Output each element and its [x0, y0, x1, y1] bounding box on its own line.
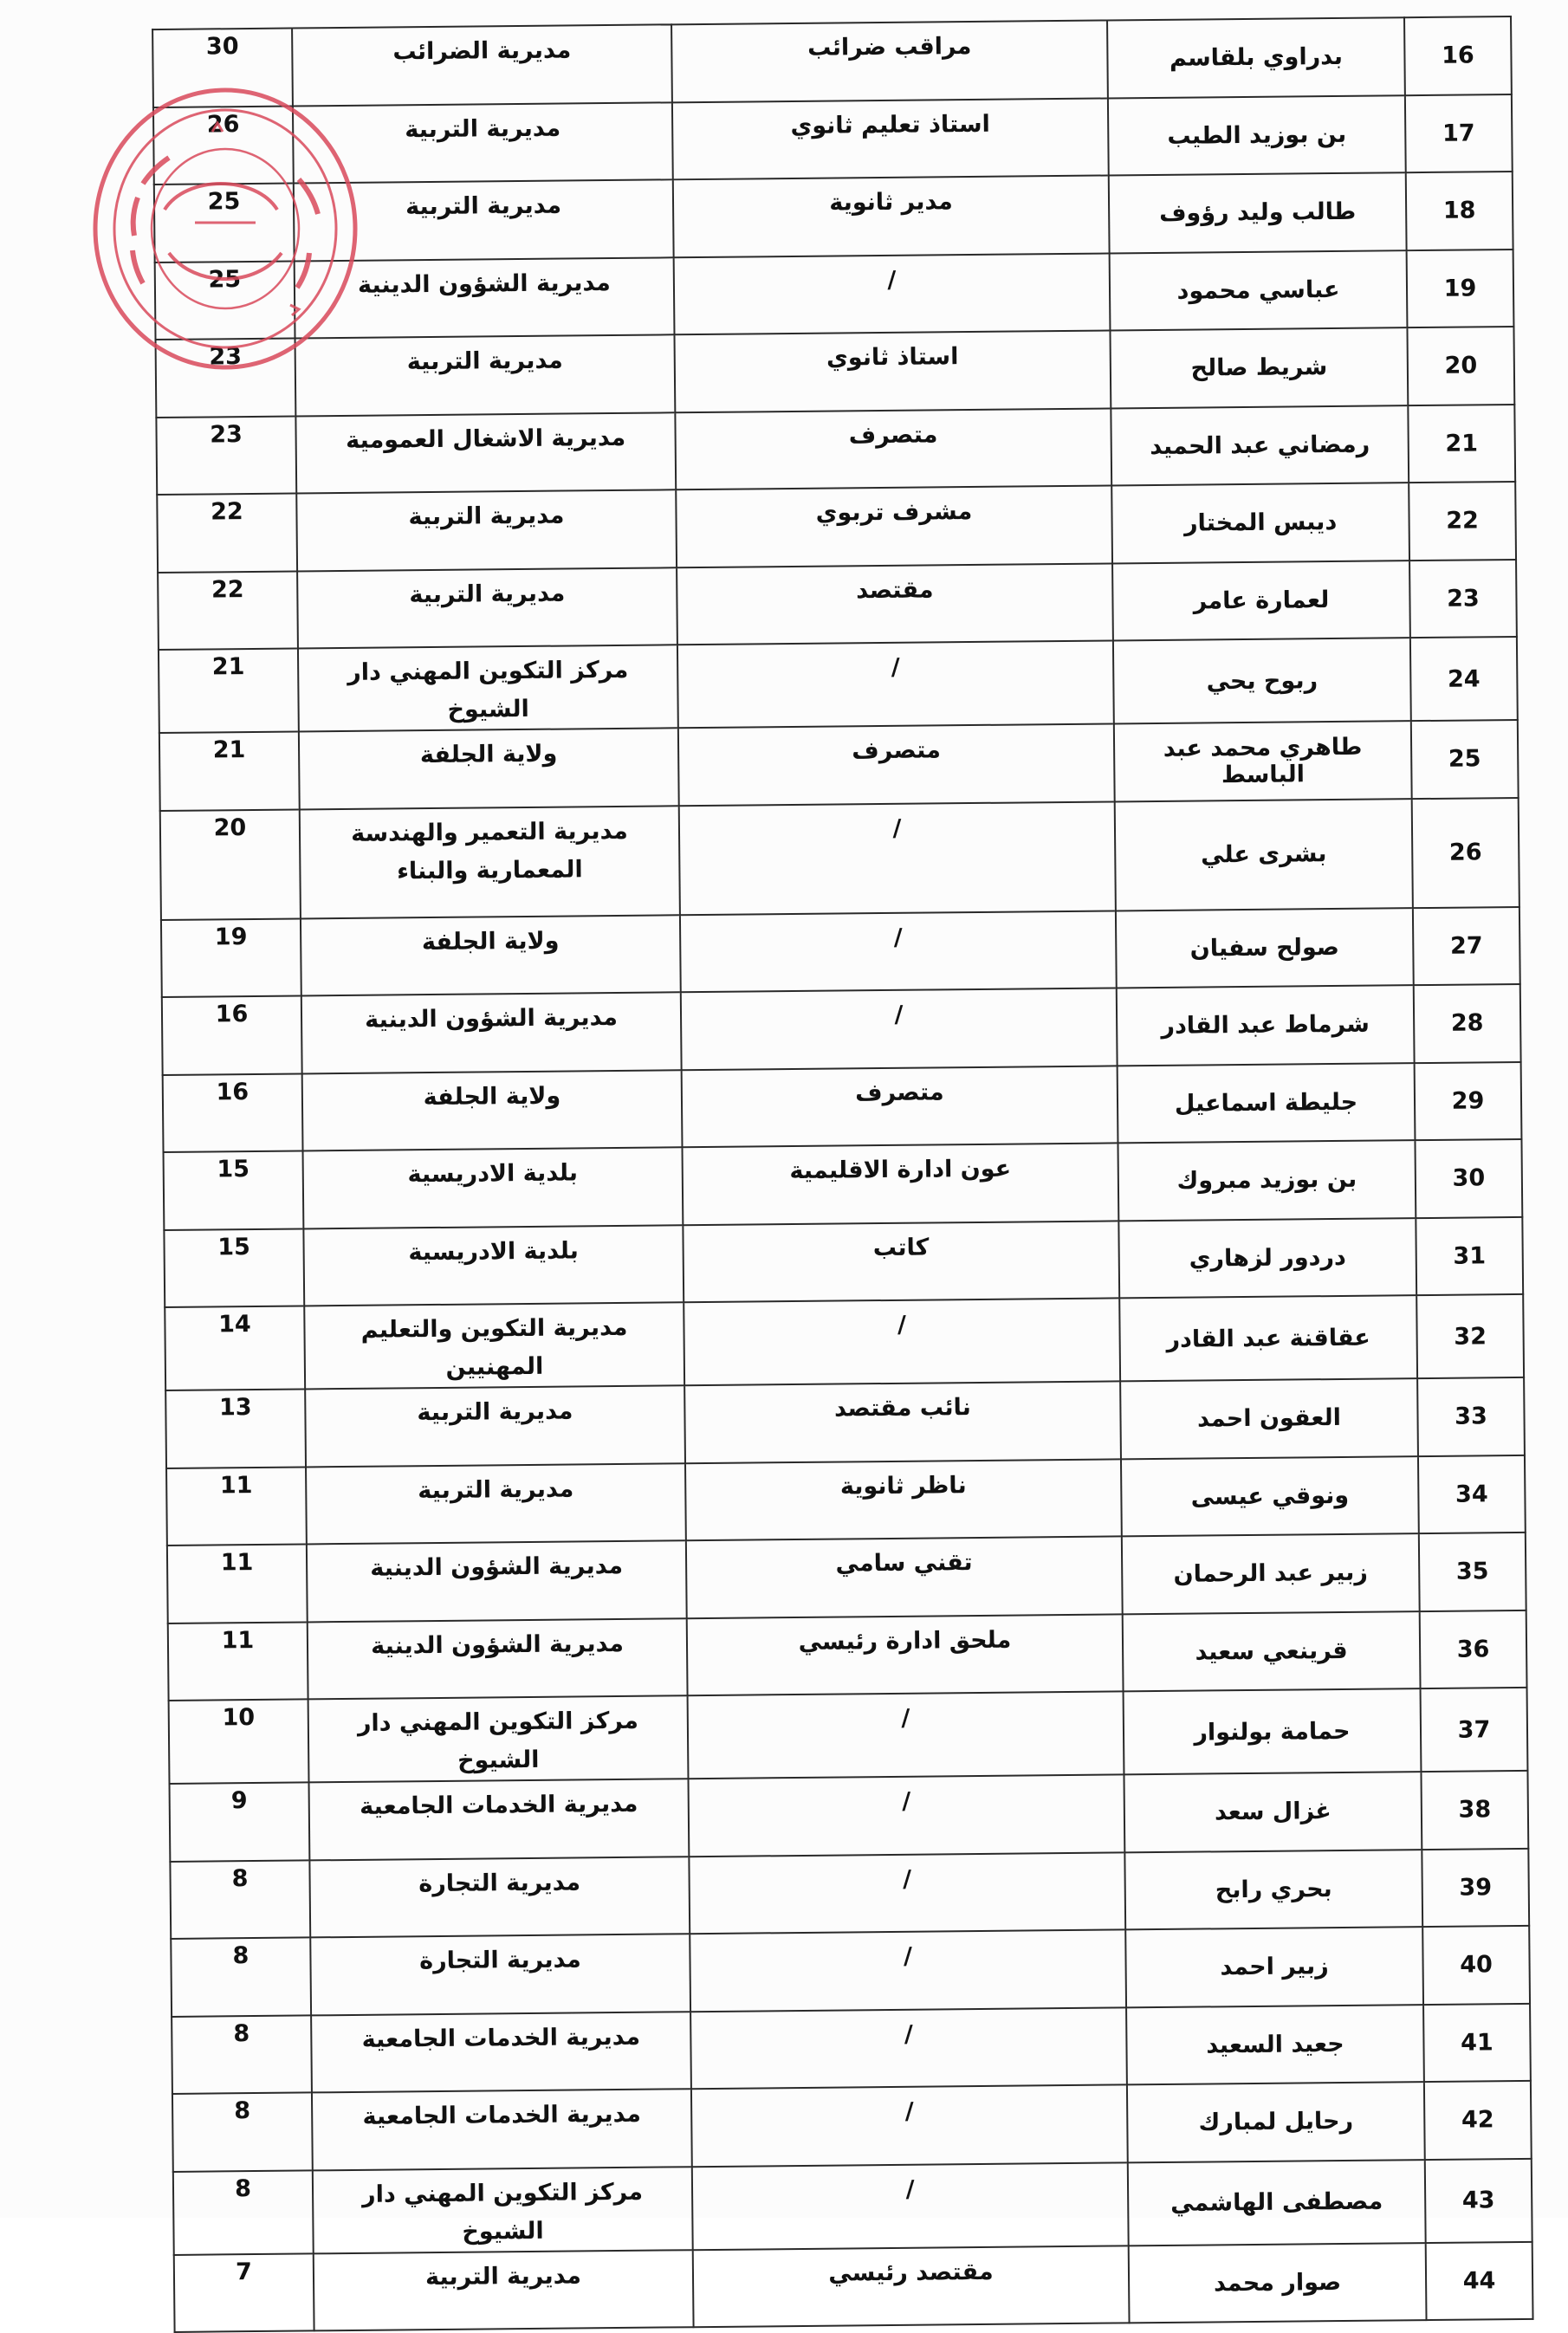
directorate: مديرية التربية [297, 567, 677, 649]
table-row [174, 2241, 1533, 2332]
table-row [162, 984, 1521, 1075]
job-title: / [688, 1691, 1124, 1779]
job-title: تقني سامي [686, 1536, 1123, 1617]
candidate-name: عقاقنة عبد القادر [1119, 1295, 1417, 1381]
score: 11 [166, 1467, 307, 1546]
table-row [157, 482, 1516, 573]
table-row [173, 2158, 1532, 2254]
table-row [153, 94, 1513, 185]
job-title: / [690, 2007, 1127, 2089]
directorate: مديرية التربية [306, 1463, 686, 1545]
score: 8 [171, 1937, 311, 2016]
directorate: مديرية التعمير والهندسة المعمارية والبناء [300, 806, 680, 918]
score: 10 [169, 1699, 309, 1784]
candidate-name: بن بوزيد مبروك [1118, 1140, 1416, 1221]
table-row [164, 1139, 1523, 1230]
candidate-name: صوار محمد [1129, 2243, 1427, 2323]
row-number: 28 [1414, 984, 1521, 1063]
directorate: مديرية التربية [293, 102, 673, 184]
row-number: 18 [1406, 172, 1513, 250]
candidate-name: شرماط عبد القادر [1117, 985, 1415, 1066]
directorate: مديرية الشؤون الدينية [295, 257, 675, 339]
table-row [166, 1455, 1526, 1546]
job-title: / [689, 1852, 1125, 1934]
row-number: 25 [1411, 720, 1519, 799]
score: 23 [156, 338, 296, 417]
directorate: مديرية التربية [296, 489, 677, 571]
table-row [160, 797, 1519, 919]
row-number: 16 [1404, 16, 1512, 95]
directorate: مديرية التجارة [310, 1934, 690, 2015]
score: 8 [170, 1860, 310, 1939]
job-title: مدير ثانوية [673, 175, 1110, 256]
table-row [168, 1610, 1527, 1701]
score: 11 [167, 1544, 308, 1623]
candidate-name: لعمارة عامر [1112, 561, 1410, 641]
job-title: / [680, 911, 1117, 992]
job-title: ملحق ادارة رئيسي [687, 1614, 1124, 1695]
table-row [156, 327, 1515, 418]
score: 23 [156, 416, 296, 495]
job-title: متصرف [682, 1066, 1118, 1147]
job-title: / [674, 253, 1111, 334]
job-title: / [691, 2084, 1128, 2166]
directorate: مديرية التجارة [309, 1857, 690, 1938]
directorate: مديرية الخدمات الجامعية [312, 2089, 692, 2170]
job-title: استاذ ثانوي [674, 330, 1111, 412]
directorate: مديرية الخدمات الجامعية [311, 2012, 691, 2093]
row-number: 42 [1424, 2081, 1532, 2160]
directorate: مركز التكوين المهني دار الشيوخ [308, 1695, 689, 1782]
score: 15 [164, 1150, 304, 1229]
candidate-name: رحايل لمبارك [1127, 2082, 1425, 2162]
score: 22 [158, 571, 298, 650]
job-title: مقتصد رئيسي [693, 2246, 1130, 2327]
job-title: / [690, 1929, 1126, 2011]
candidate-name: جعيد السعيد [1126, 2005, 1424, 2085]
score: 19 [161, 918, 301, 997]
score: 22 [157, 493, 297, 572]
score: 25 [155, 261, 295, 340]
candidate-name: طاهري محمد عبد الباسط [1114, 721, 1412, 801]
row-number: 38 [1421, 1771, 1528, 1850]
table-row [152, 16, 1512, 107]
directorate: مديرية الخدمات الجامعية [309, 1779, 690, 1860]
directorate: ولاية الجلفة [301, 915, 681, 996]
score: 21 [159, 731, 300, 810]
table-row [172, 2081, 1532, 2172]
directorate: مديرية الشؤون الدينية [307, 1540, 687, 1622]
row-number: 43 [1425, 2158, 1532, 2242]
row-number: 20 [1407, 327, 1514, 405]
score: 16 [162, 995, 302, 1074]
row-number: 32 [1416, 1294, 1524, 1378]
table-row [154, 172, 1513, 262]
score: 14 [165, 1306, 305, 1390]
table-row [163, 1061, 1522, 1152]
candidate-name: بشرى علي [1115, 799, 1413, 911]
job-title: كاتب [683, 1221, 1119, 1302]
row-number: 40 [1422, 1926, 1530, 2005]
score: 16 [163, 1073, 303, 1152]
candidate-name: زبير عبد الرحمان [1122, 1533, 1420, 1614]
candidate-name: صولح سفيان [1116, 908, 1414, 988]
candidate-name: شريط صالح [1110, 327, 1408, 408]
table-row [167, 1533, 1526, 1623]
table-row [165, 1294, 1524, 1390]
candidate-name: ديبس المختار [1111, 483, 1409, 563]
candidate-name: قرينعي سعيد [1123, 1611, 1421, 1692]
candidate-name: دردور لزهاري [1118, 1218, 1416, 1299]
directorate: بلدية الادريسية [303, 1225, 684, 1306]
candidate-name: العقون احمد [1120, 1378, 1418, 1459]
table-row [161, 906, 1520, 997]
score: 9 [170, 1782, 310, 1861]
table-row [156, 404, 1515, 495]
candidate-name: بن بوزيد الطيب [1108, 95, 1406, 176]
row-number: 23 [1409, 559, 1517, 638]
candidate-name: جليطة اسماعيل [1118, 1063, 1416, 1144]
table-row [171, 1926, 1530, 2017]
table-row [170, 1771, 1529, 1862]
table-row [159, 720, 1519, 811]
row-number: 19 [1407, 249, 1514, 327]
score: 15 [164, 1228, 304, 1307]
job-title: متصرف [678, 723, 1115, 805]
table-row [158, 559, 1517, 650]
score: 7 [174, 2253, 314, 2332]
directorate: مديرية الاشغال العمومية [295, 412, 676, 494]
candidate-name: طالب وليد رؤوف [1109, 172, 1407, 253]
candidate-name: حمامة بولنوار [1124, 1688, 1422, 1774]
job-title: متصرف [675, 408, 1111, 489]
table-row [164, 1216, 1523, 1307]
directorate: مديرية التربية [314, 2250, 694, 2331]
job-title: / [681, 988, 1118, 1069]
score: 20 [160, 809, 301, 920]
job-title: مشرف تربوي [676, 485, 1112, 567]
score: 8 [172, 2092, 313, 2171]
row-number: 39 [1422, 1848, 1529, 1927]
row-number: 31 [1416, 1216, 1523, 1295]
score: 8 [172, 2015, 312, 2094]
candidate-name: مصطفى الهاشمي [1128, 2160, 1426, 2246]
table-row [159, 637, 1518, 733]
row-number: 27 [1413, 906, 1520, 985]
candidate-name: زبير احمد [1125, 1927, 1423, 2007]
job-title: مراقب ضرائب [671, 20, 1108, 101]
candidate-name: ربوح يحي [1113, 638, 1411, 723]
score: 8 [173, 2170, 314, 2255]
job-title: عون ادارة الاقليمية [682, 1143, 1118, 1224]
candidate-name: ونوقي عيسى [1121, 1456, 1419, 1537]
job-title: / [677, 640, 1114, 728]
job-title: / [684, 1298, 1120, 1385]
row-number: 30 [1415, 1139, 1522, 1218]
score: 30 [152, 29, 293, 107]
directorate: مديرية الشؤون الدينية [301, 992, 682, 1073]
table-body [152, 16, 1532, 2332]
candidate-name: غزال سعد [1124, 1772, 1422, 1852]
row-number: 26 [1412, 797, 1519, 907]
job-title: / [688, 1774, 1124, 1856]
candidate-name: رمضاني عبد الحميد [1111, 405, 1409, 486]
job-title: / [679, 801, 1116, 915]
row-number: 21 [1408, 404, 1515, 483]
row-number: 24 [1410, 637, 1518, 721]
directorate: مديرية التكوين والتعليم المهنيين [304, 1302, 684, 1389]
job-title: نائب مقتصد [684, 1381, 1121, 1462]
directorate: مديرية الشؤون الدينية [308, 1618, 688, 1700]
table-row [165, 1377, 1525, 1468]
candidates-table [152, 16, 1533, 2333]
row-number: 35 [1419, 1533, 1526, 1611]
directorate: مديرية التربية [295, 334, 676, 416]
directorate: ولاية الجلفة [302, 1070, 683, 1151]
score: 21 [159, 648, 299, 733]
directorate: بلدية الادريسية [303, 1147, 684, 1228]
row-number: 37 [1421, 1688, 1528, 1772]
table-row [172, 2003, 1531, 2094]
row-number: 17 [1405, 94, 1513, 173]
candidate-name: بحري رابح [1124, 1850, 1422, 1930]
directorate: مركز التكوين المهني دار الشيوخ [298, 645, 678, 731]
directorate: مديرية التربية [305, 1385, 685, 1467]
job-title: استاذ تعليم ثانوي [672, 98, 1109, 179]
score: 11 [168, 1622, 308, 1701]
directorate: مديرية الضرائب [292, 24, 672, 106]
row-number: 44 [1426, 2241, 1533, 2320]
directorate: مركز التكوين المهني دار الشيوخ [313, 2167, 693, 2253]
job-title: ناظر ثانوية [685, 1459, 1122, 1540]
table-row [155, 249, 1514, 340]
job-title: مقتصد [677, 563, 1113, 645]
table-row [170, 1848, 1529, 1939]
row-number: 22 [1409, 482, 1516, 561]
row-number: 34 [1418, 1455, 1526, 1533]
candidate-name: بدراوي بلقاسم [1107, 17, 1405, 98]
candidate-name: عباسي محمود [1110, 250, 1408, 331]
table-row [169, 1688, 1528, 1784]
row-number: 41 [1423, 2003, 1531, 2082]
row-number: 29 [1415, 1061, 1522, 1140]
directorate: ولاية الجلفة [299, 728, 679, 809]
score: 26 [153, 106, 294, 185]
score: 25 [154, 184, 295, 262]
job-title: / [692, 2162, 1129, 2250]
row-number: 36 [1420, 1610, 1527, 1688]
row-number: 33 [1417, 1377, 1525, 1456]
directorate: مديرية التربية [294, 179, 674, 261]
score: 13 [165, 1389, 306, 1468]
